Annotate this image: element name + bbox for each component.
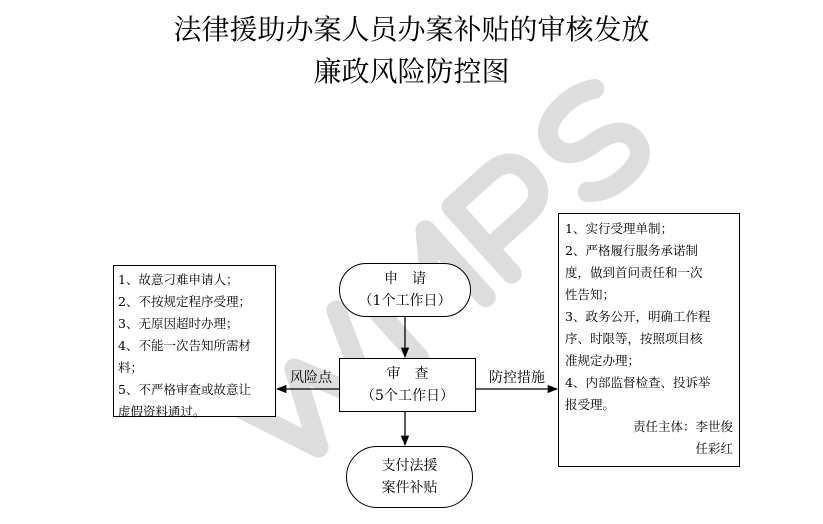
node-apply-name: 申 请 (384, 271, 426, 287)
node-pay-line2: 案件补贴 (381, 480, 438, 496)
risk-item: 3、无原因超时办理； (118, 316, 239, 331)
measure-item: 2、严格履行服务承诺制 (565, 243, 698, 258)
measure-item: 1、实行受理单制； (565, 221, 673, 236)
node-pay-line1: 支付法援 (381, 458, 438, 474)
node-review-time: （5个工作日） (361, 388, 454, 404)
node-apply-time: （1个工作日） (358, 293, 452, 309)
risk-item: 2、不按规定程序受理； (118, 294, 251, 309)
risk-points-box (113, 265, 276, 417)
risk-item: 4、不能一次告知所需材 (118, 338, 251, 353)
measure-item: 准规定办理； (565, 353, 641, 368)
risk-item: 5、不严格审查或故意让 (118, 382, 251, 397)
responsibility-line1: 责任主体：李世俊 (632, 419, 733, 434)
measure-item: 性告知； (565, 287, 616, 302)
flow-node-pay (346, 446, 473, 508)
flow-node-review (339, 358, 476, 412)
measure-item: 4、内部监督检查、投诉举 (565, 375, 711, 390)
risk-point-label: 风险点 (290, 370, 332, 386)
diagram-title-line1: 法律援助办案人员办案补贴的审核发放 (173, 13, 650, 46)
measure-item: 3、政务公开，明确工作程 (565, 309, 711, 324)
node-review-name: 审 查 (386, 366, 429, 382)
responsibility-line2: 任彩红 (695, 441, 733, 456)
measure-item: 报受理。 (565, 397, 616, 412)
measure-item: 序、时限等，按照项目核 (565, 331, 703, 346)
control-measures-box (558, 213, 740, 467)
risk-item: 料； (118, 360, 144, 375)
diagram-title-line2: 廉政风险防控图 (313, 55, 510, 88)
measure-item: 度，做到首问责任和一次 (565, 265, 703, 280)
risk-item: 1、故意刁难申请人； (118, 272, 239, 287)
flow-node-apply (339, 263, 471, 317)
risk-item: 虚假资料通过。 (118, 404, 206, 419)
control-measure-label: 防控措施 (489, 370, 545, 386)
